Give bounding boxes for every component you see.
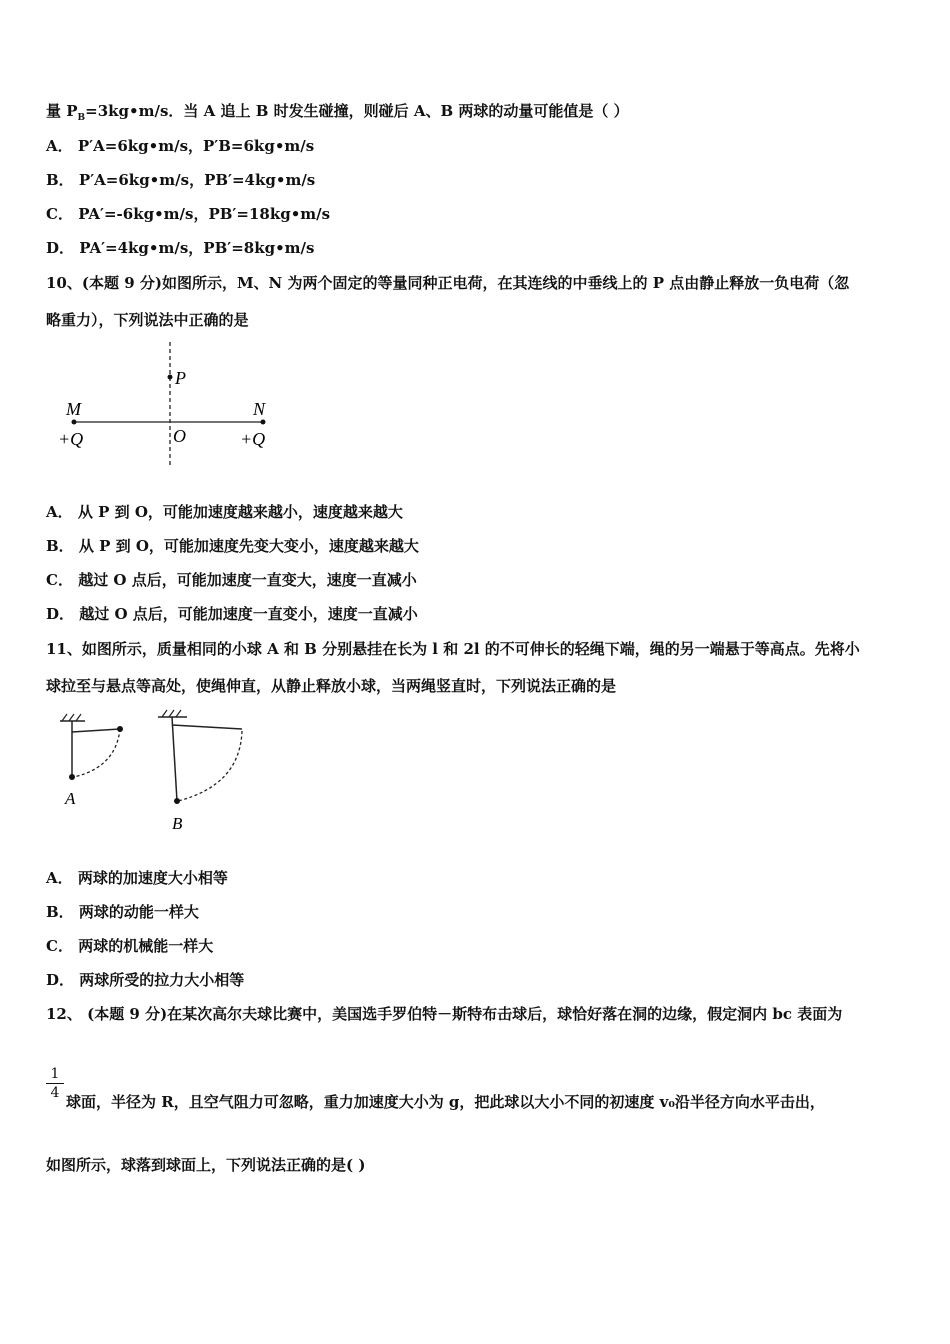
q9-option-c[interactable] (46, 204, 330, 224)
option-label: C． (46, 571, 73, 589)
option-text: 从 P 到 O，可能加速度先变大变小，速度越来越大 (78, 537, 419, 555)
point-p-dot (168, 375, 173, 380)
option-text: 越过 O 点后，可能加速度一直变小，速度一直减小 (79, 605, 418, 623)
option-text: P′A=6kg•m/s，P′B=6kg•m/s (77, 137, 315, 155)
option-text: 两球的机械能一样大 (78, 937, 214, 955)
ball-b (174, 798, 180, 804)
rope-a-horizontal (72, 729, 120, 732)
fraction-denominator: 4 (50, 1085, 60, 1101)
q9-stem-sub: B (77, 113, 86, 123)
label-charge-n: +Q (240, 429, 266, 449)
q9-option-d[interactable] (46, 238, 314, 258)
option-text: 越过 O 点后，可能加速度一直变大，速度一直减小 (78, 571, 417, 589)
option-label: A． (46, 869, 73, 887)
option-text: 从 P 到 O，可能加速度越来越小，速度越来越大 (77, 503, 403, 521)
option-label: D． (46, 971, 75, 989)
q9-option-b[interactable] (46, 170, 315, 190)
rope-b-horizontal (172, 725, 242, 729)
q11-option-b[interactable] (46, 902, 199, 922)
q10-option-d[interactable] (46, 604, 418, 624)
option-text: 两球所受的拉力大小相等 (79, 971, 245, 989)
arc-a (74, 729, 120, 777)
label-n: N (253, 399, 266, 419)
q11-option-a[interactable] (46, 868, 228, 888)
option-text: 两球的加速度大小相等 (77, 869, 228, 887)
ball-a (69, 774, 75, 780)
label-o: O (173, 426, 186, 446)
q11-option-d[interactable] (46, 970, 244, 990)
q9-stem-rest: =3kg•m/s．当 A 追上 B 时发生碰撞，则碰后 A、B 两球的动量可能值是（ ） (85, 102, 629, 120)
q10-stem-line1: 10、(本题 9 分)如图所示，M、N 为两个固定的等量同种正电荷，在其连线的中垂线上的 P 点由静止释放一负电荷（忽 (46, 274, 850, 292)
q11-stem-line1: 11、如图所示，质量相同的小球 A 和 B 分别悬挂在长为 l 和 2l 的不可伸长的轻绳下端，绳的另一端悬于等高点。先将小 (46, 640, 860, 658)
q12-stem-line2: 球面，半径为 R，且空气阻力可忽略，重力加速度大小为 g，把此球以大小不同的初速度 v₀沿半径方向水平击出， (66, 1093, 825, 1111)
label-p: P (175, 368, 186, 388)
option-text: P′A=6kg•m/s，PB′=4kg•m/s (78, 171, 316, 189)
q10-charge-figure (50, 338, 290, 473)
option-text: 两球的动能一样大 (78, 903, 199, 921)
label-charge-m: +Q (58, 429, 84, 449)
option-label: D． (46, 239, 75, 257)
option-text: PA′=4kg•m/s，PB′=8kg•m/s (79, 239, 315, 257)
charge-m-dot (72, 420, 77, 425)
option-label: B． (46, 171, 74, 189)
option-text: PA′=-6kg•m/s，PB′=18kg•m/s (78, 205, 331, 223)
q11-stem-line2: 球拉至与悬点等高处，使绳伸直，从静止释放小球，当两绳竖直时，下列说法正确的是 (46, 677, 617, 695)
option-label: A． (46, 137, 73, 155)
label-m: M (66, 399, 81, 419)
q12-stem-line3: 如图所示，球落到球面上，下列说法正确的是( ) (46, 1156, 366, 1174)
option-label: B． (46, 903, 74, 921)
q12-fraction (46, 1066, 64, 1101)
arc-b (178, 731, 242, 801)
q10-option-c[interactable] (46, 570, 417, 590)
q12-stem-line1: 12、 (本题 9 分)在某次高尔夫球比赛中，美国选手罗伯特－斯特布击球后，球恰好落在洞的边缘，假定洞内 bc 表面为 (46, 1005, 843, 1023)
label-b: B (172, 814, 183, 833)
option-label: B． (46, 537, 74, 555)
q10-option-a[interactable] (46, 502, 403, 522)
rope-b-vertical (172, 717, 177, 801)
option-label: A． (46, 503, 73, 521)
option-label: C． (46, 205, 73, 223)
option-label: D． (46, 605, 75, 623)
q11-pendulum-figure (50, 705, 270, 840)
option-label: C． (46, 937, 73, 955)
charge-n-dot (261, 420, 266, 425)
label-a: A (65, 789, 76, 808)
q10-option-b[interactable] (46, 536, 419, 556)
q10-stem-line2: 略重力），下列说法中正确的是 (46, 311, 249, 329)
fraction-numerator: 1 (50, 1066, 60, 1082)
q9-stem (46, 101, 629, 128)
q9-option-a[interactable] (46, 136, 314, 156)
q11-option-c[interactable] (46, 936, 213, 956)
q9-stem-text: 量 P (46, 102, 78, 120)
